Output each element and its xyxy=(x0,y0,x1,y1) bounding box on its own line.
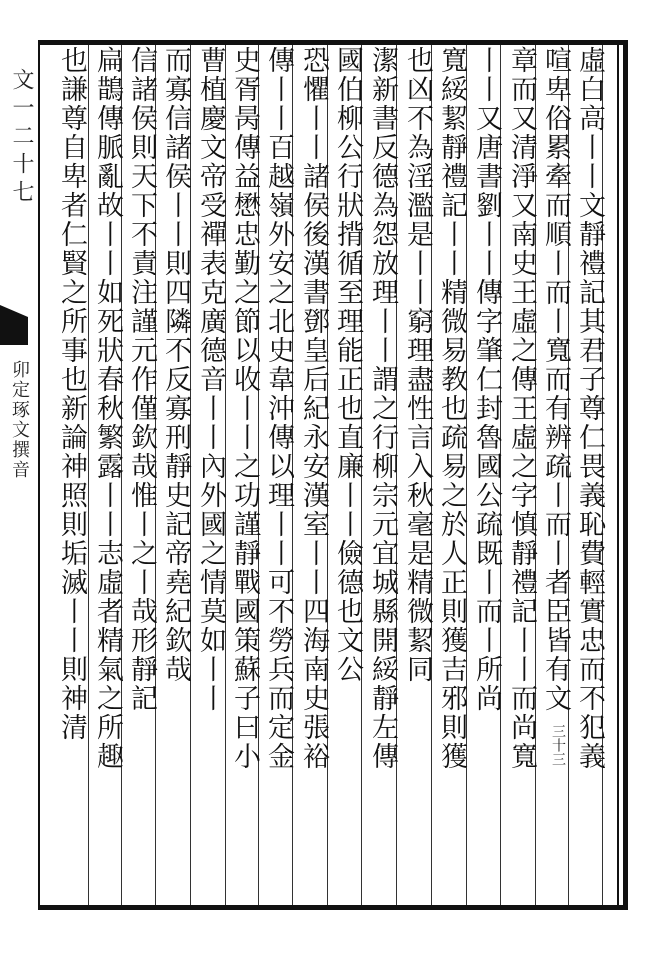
text-column-9: 恐懼丨丨諸侯後漢書鄧皇后紀永安漢室丨丨四海南史張裕 xyxy=(298,46,329,771)
text-column-1: 虛白高丨丨文靜禮記其君子尊仁畏義恥費輕實忠而不犯義 xyxy=(574,46,605,771)
text-column-4: 丨丨又唐書劉丨丨傳字肇仁封魯國公疏既丨而丨所尚 xyxy=(471,46,502,713)
text-column-5: 寬綏絜靜禮記丨丨精微易教也疏易之於人正則獲吉邪則獲 xyxy=(436,46,467,771)
text-column-13: 而寡信諸侯丨丨則四隣不反寡刑靜史記帝堯紀欽哉 xyxy=(160,46,191,684)
frame-right-inner-border xyxy=(617,40,619,910)
frame-right-border xyxy=(623,40,628,910)
text-column-14: 信諸侯則天下不責注謹元作僅欽哉惟丨之丨哉形靜記 xyxy=(126,46,157,713)
margin-header-text: 文一二十七 xyxy=(9,68,34,208)
text-column-12: 曹植慶文帝受禪表克廣德音丨丨內外國之情莫如丨丨 xyxy=(195,46,226,713)
page-margin xyxy=(0,40,40,910)
frame-bottom-border xyxy=(38,905,628,910)
text-column-15: 扁鵲傳脈亂故丨丨如死狀春秋繁露丨丨志虛者精氣之所趣 xyxy=(92,46,123,771)
text-column-16: 也謙尊自卑者仁賢之所事也新論神照則垢滅丨丨則神清 xyxy=(56,46,87,742)
text-column-10: 傳丨丨百越嶺外安之北史韋沖傳以理丨丨可不勞兵而定金 xyxy=(263,46,294,771)
text-column-2: 喧卑俗累牽而順丨而丨寬而有辨疏丨而丨者臣皆有文 xyxy=(540,46,571,713)
page-number: 三十三 xyxy=(550,724,566,766)
text-column-7: 潔新書反德為怨放理丨丨謂之行柳宗元宜城縣開綏靜左傳 xyxy=(367,46,398,771)
text-column-3: 章而又清淨又南史王虛之傳王虛之字慎靜禮記丨丨而尚寬 xyxy=(506,46,537,771)
text-column-6: 也凶不為淫濫是丨丨窮理盡性言入秋毫是精微絜同 xyxy=(402,46,433,684)
frame-left-border xyxy=(38,40,40,910)
fishtail-marker xyxy=(0,305,28,345)
text-column-8: 國伯柳公行狀揹循至理能正也直廉丨丨儉德也文公 xyxy=(332,46,363,684)
text-column-11: 史胥昺傳益懋忠勤之節以收丨丨之功謹靜戰國策蘇子曰小 xyxy=(229,46,260,771)
frame-top-border xyxy=(38,40,628,45)
margin-section-label: 卯定琢文撰音 xyxy=(9,360,30,480)
